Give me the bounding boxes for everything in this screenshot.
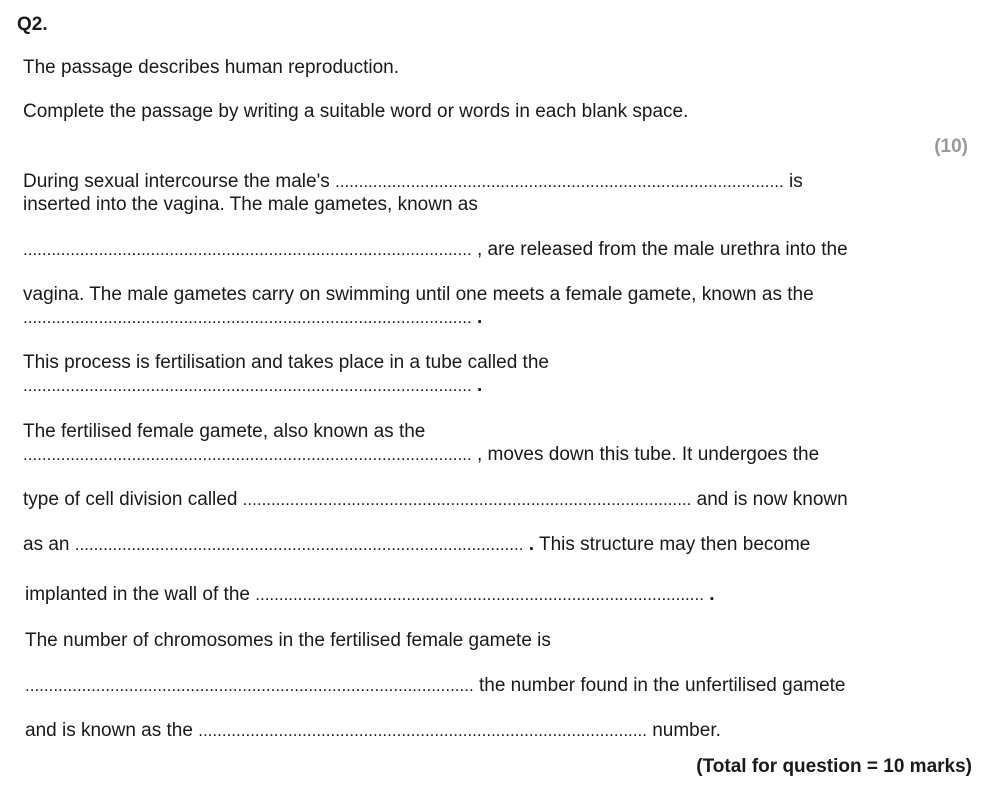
passage-line-9: [23, 444, 819, 466]
answer-blank-9[interactable]: ...............................................................................................: [25, 676, 474, 695]
passage-line-4: vagina. The male gametes carry on swimming until one meets a female gamete, known as the: [23, 284, 814, 305]
passage-text: , moves down this tube. It undergoes the: [476, 444, 820, 465]
answer-blank-3[interactable]: ...............................................................................................: [23, 308, 472, 327]
passage-line-8: The fertilised female gamete, also known as the: [23, 421, 426, 442]
passage-text: type of cell division called: [23, 489, 238, 510]
passage-text: the number found in the unfertilised gamete: [478, 675, 846, 696]
passage-intro: The passage describes human reproduction.: [23, 57, 400, 78]
answer-blank-4[interactable]: ...............................................................................................: [23, 376, 472, 395]
answer-blank-2[interactable]: ...............................................................................................: [23, 240, 472, 259]
passage-line-12: [25, 584, 715, 606]
marks-allocation: (10): [934, 136, 968, 157]
passage-text: and is now known: [696, 489, 848, 510]
passage-text: , are released from the male urethra into the: [476, 239, 848, 260]
passage-line-6: This process is fertilisation and takes place in a tube called the: [23, 352, 549, 373]
passage-text: number.: [652, 720, 721, 741]
passage-line-13: The number of chromosomes in the fertilised female gamete is: [25, 630, 551, 651]
passage-text: .: [528, 534, 535, 555]
passage-line-5: [23, 307, 482, 329]
passage-text: implanted in the wall of the: [25, 584, 250, 605]
passage-text: .: [476, 307, 483, 328]
passage-line-1: [23, 171, 803, 193]
passage-text: .: [709, 584, 715, 605]
passage-text: and is known as the: [25, 720, 193, 741]
passage-text: This structure may then become: [538, 534, 811, 555]
answer-blank-8[interactable]: ...............................................................................................: [255, 585, 704, 604]
answer-blank-1[interactable]: ...............................................................................................: [335, 172, 784, 191]
passage-line-7: [23, 375, 482, 397]
passage-line-10: [23, 489, 848, 511]
passage-line-2: inserted into the vagina. The male gametes, known as: [23, 194, 478, 215]
passage-text: as an: [23, 534, 70, 555]
passage-line-15: [25, 720, 721, 742]
instruction-text: Complete the passage by writing a suitable word or words in each blank space.: [23, 101, 689, 122]
question-number: Q2.: [17, 14, 48, 35]
passage-line-14: [25, 675, 846, 697]
answer-blank-6[interactable]: ...............................................................................................: [242, 490, 692, 509]
passage-line-3: [23, 239, 848, 261]
total-marks: (Total for question = 10 marks): [696, 756, 972, 777]
answer-blank-5[interactable]: ...............................................................................................: [23, 445, 472, 464]
passage-text: .: [476, 375, 483, 396]
answer-blank-10[interactable]: ...............................................................................................: [198, 721, 647, 740]
answer-blank-7[interactable]: ...............................................................................................: [74, 535, 524, 554]
passage-text: During sexual intercourse the male's: [23, 171, 330, 192]
passage-line-11: [23, 534, 810, 556]
passage-text: is: [788, 171, 803, 192]
